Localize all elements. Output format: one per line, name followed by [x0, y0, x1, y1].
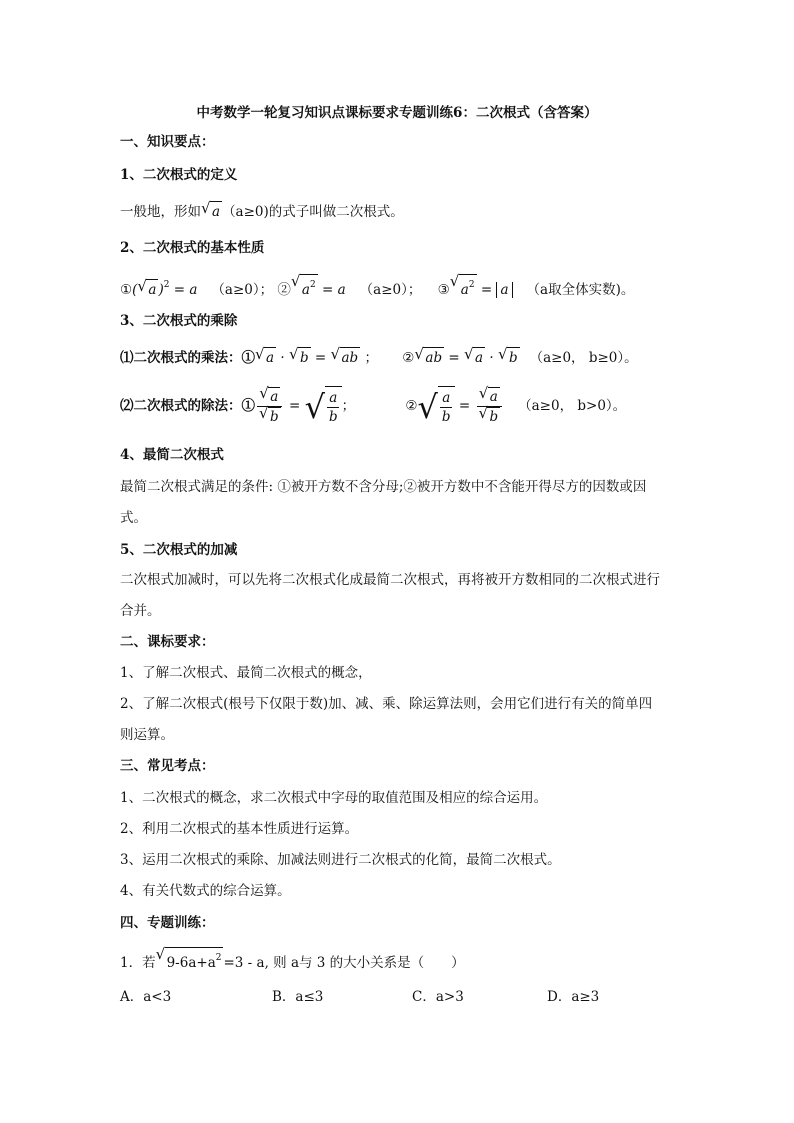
multiplication-label: ⑴二次根式的乘法：①	[120, 350, 255, 366]
property-3-formula: √ $a^2 = a$	[450, 282, 513, 298]
definition-text-a: 一般地，形如	[120, 204, 201, 220]
definition-text-b: （a≥0)的式子叫做二次根式。	[222, 204, 404, 220]
add-sub-text-1: 二次根式加减时，可以先将二次根式化成最简二次根式，再将被开方数相同的二次根式进行	[120, 572, 660, 588]
standard-item: 则运算。	[120, 727, 174, 743]
property-3-mark: ③	[437, 282, 450, 298]
division-formula-2: √ $\frac{a}{b}$ = √ a √ b	[418, 398, 505, 414]
question-1-radicand: 9-6a+a	[166, 955, 216, 971]
property-1-condition: （a≥0）；	[211, 282, 274, 298]
multiplication-formula-1: √ a · √ b = √ ab	[255, 345, 359, 366]
properties-formulas	[120, 274, 634, 300]
option-a[interactable]: A．a<3	[120, 989, 172, 1005]
heading-properties: 2、二次根式的基本性质	[120, 240, 265, 256]
question-1-prefix: 1．若	[120, 955, 156, 971]
property-2-mark: ②	[277, 282, 291, 298]
heading-add-sub: 5、二次根式的加减	[120, 542, 238, 558]
question-1-exponent: 2	[215, 953, 222, 963]
option-d[interactable]: D．a≥3	[547, 989, 600, 1005]
division-mark-2: ②	[405, 398, 418, 414]
question-1-suffix: =3 - a, 则 a与 3 的大小关系是（ ）	[223, 955, 465, 971]
division-label: ⑵二次根式的除法：①	[120, 398, 255, 414]
option-c[interactable]: C．a>3	[412, 989, 464, 1005]
sqrt-a: √ a	[201, 199, 221, 220]
property-1-mark: ①	[120, 282, 133, 298]
section-heading-standards: 二、课标要求：	[120, 634, 215, 650]
section-heading-knowledge: 一、知识要点：	[120, 134, 215, 150]
exam-point: 2、利用二次根式的基本性质进行运算。	[120, 821, 359, 837]
page-title: 中考数学一轮复习知识点课标要求专题训练6：二次根式（含答案）	[196, 105, 598, 121]
heading-simplest: 4、最简二次根式	[120, 447, 224, 463]
heading-mul-div: 3、二次根式的乘除	[120, 313, 238, 329]
add-sub-text-2: 合并。	[120, 603, 161, 619]
property-2-condition: （a≥0）；	[359, 282, 422, 298]
multiplication-rule: ⑴二次根式的乘法：① √ a · √ b = √ ab ； ② √ ab = √ a · √ b （a≥0， b≥0）。	[120, 345, 638, 366]
property-2-formula: √ $a^2 = a$	[290, 272, 346, 298]
division-formula-1: √ a √ b = √ $\frac{a}{b}$	[255, 398, 342, 414]
sqrt-a-radicand: a	[210, 201, 222, 222]
question-1	[120, 947, 465, 973]
simplest-text-2: 式。	[120, 510, 147, 526]
property-1-formula: ( √ a )$^2$ = a	[132, 277, 198, 298]
exam-point: 3、运用二次根式的乘除、加减法则进行二次根式的化简，最简二次根式。	[120, 852, 561, 868]
standard-item: 2、了解二次根式(根号下仅限于数)加、减、乘、除运算法则，会用它们进行有关的简单四	[120, 696, 653, 712]
exam-point: 1、二次根式的概念，求二次根式中字母的取值范围及相应的综合运用。	[120, 790, 548, 806]
multiplication-formula-2: √ ab = √ a · √ b	[414, 345, 518, 366]
multiplication-condition: （a≥0， b≥0）。	[529, 350, 638, 366]
question-1-sqrt: √ $9-6a+a^2$	[155, 945, 222, 971]
division-rule: ⑵二次根式的除法：① √ a √ b = √ $\frac{a}{b}$ ； ② √ $\frac{a}{b}$ = √ a √ b （a≥0， b>0）。	[120, 384, 627, 426]
standard-item: 1、了解二次根式、最简二次根式的概念，	[120, 665, 372, 681]
section-heading-exercises: 四、专题训练：	[120, 915, 215, 931]
exam-point: 4、有关代数式的综合运算。	[120, 883, 291, 899]
heading-definition: 1、二次根式的定义	[120, 167, 238, 183]
division-condition: （a≥0， b>0）。	[518, 398, 627, 414]
property-3-condition: （a取全体实数)。	[526, 282, 635, 298]
section-heading-points: 三、常见考点：	[120, 758, 215, 774]
definition-text	[120, 201, 404, 222]
option-b[interactable]: B．a≤3	[272, 989, 324, 1005]
simplest-text-1: 最简二次根式满足的条件: ①被开方数不含分母;②被开方数中不含能开得尽方的因数或因	[120, 479, 647, 495]
multiplication-mark-2: ②	[402, 350, 415, 366]
